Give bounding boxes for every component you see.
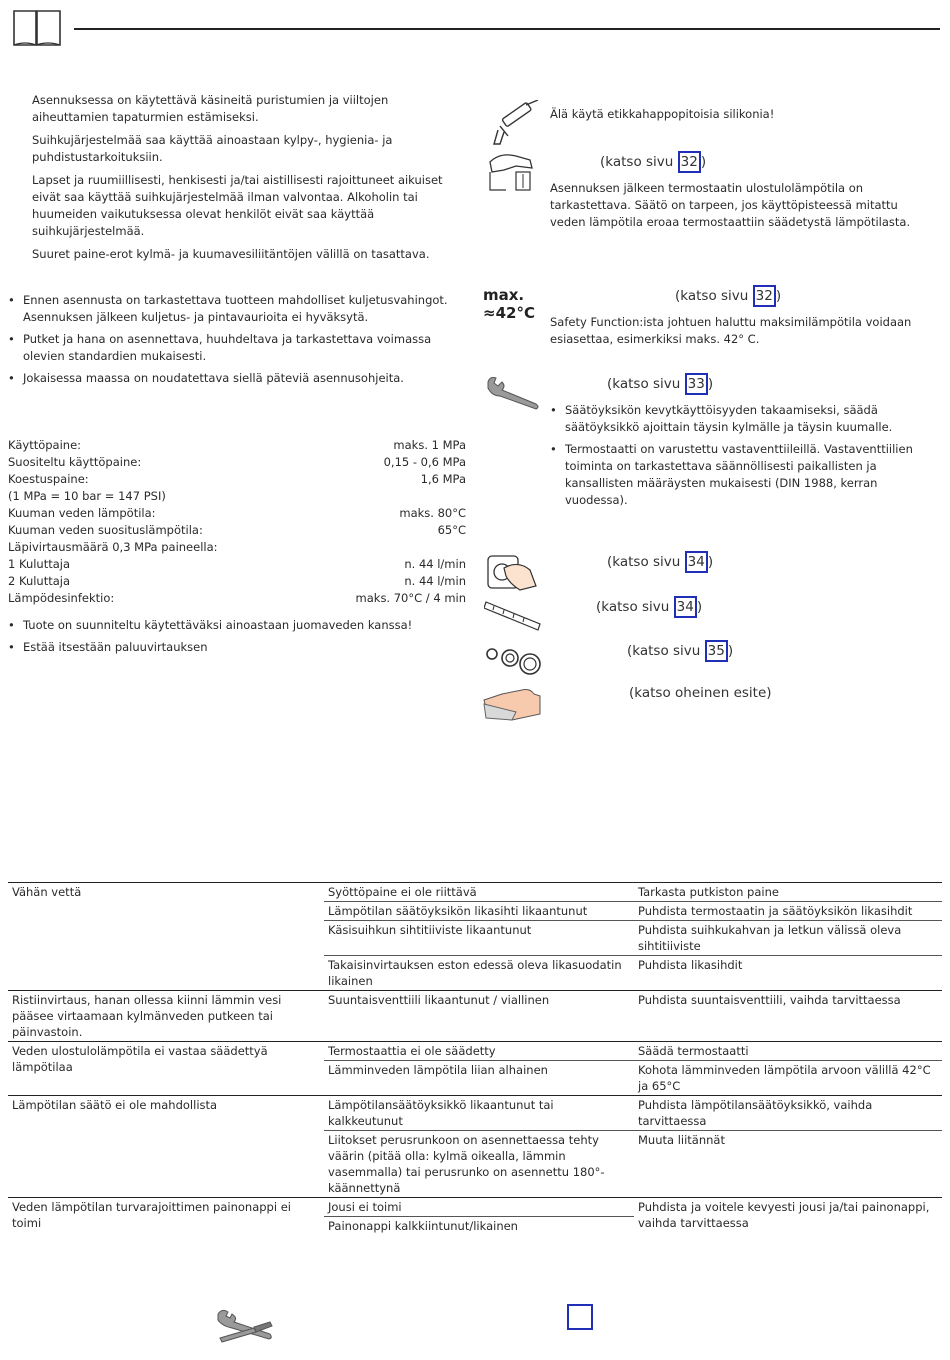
spec-label: 2 Kuluttaja xyxy=(8,574,71,588)
problem-cell: Ristiinvirtaus, hanan ollessa kiinni lämmin vesi pääsee virtaamaan kylmänveden putkeen tai päinvastoin. xyxy=(8,991,324,1042)
see-suffix: ) xyxy=(696,599,703,615)
fix-cell: Puhdista ja voitele kevyesti jousi ja/tai painonappi, vaihda tarvittaessa xyxy=(634,1198,942,1236)
service-notes xyxy=(550,402,940,514)
page-link-32[interactable]: 32 xyxy=(753,285,776,307)
fix-cell: Tarkasta putkiston paine xyxy=(634,883,942,902)
see-prefix: (katso sivu xyxy=(600,154,678,170)
max-temp: ≈42°C xyxy=(483,304,535,322)
spec-label: Kuuman veden lämpötila: xyxy=(8,506,156,520)
silicone-gun-icon xyxy=(488,100,540,148)
spec-row xyxy=(8,573,466,590)
install-notes xyxy=(8,292,466,392)
see-suffix: ) xyxy=(775,288,782,304)
problem-cell: Veden lämpötilan turvarajoittimen painonappi ei toimi xyxy=(8,1198,324,1236)
see-page-reference xyxy=(600,151,706,173)
spec-row xyxy=(8,505,466,522)
cause-cell: Takaisinvirtauksen eston edessä oleva likasuodatin likainen xyxy=(324,956,634,991)
cause-cell: Lämpötilan säätöyksikön likasihti likaantunut xyxy=(324,902,634,921)
see-page-reference xyxy=(596,596,702,618)
table-row xyxy=(8,1198,942,1217)
intro-paragraph: Suuret paine-erot kylmä- ja kuumavesiliitäntöjen välillä on tasattava. xyxy=(32,247,430,261)
thermometer-check-icon xyxy=(486,150,538,194)
spec-value: n. 44 l/min xyxy=(404,557,466,571)
safety-function-text: Safety Function:ista johtuen haluttu maksimilämpötila voidaan esiasettaa, esimerkiksi maks. 42° C. xyxy=(550,315,912,346)
spec-row xyxy=(8,488,466,505)
spec-value: 0,15 - 0,6 MPa xyxy=(383,455,466,469)
fix-cell: Kohota lämminveden lämpötila arvoon välillä 42°C ja 65°C xyxy=(634,1061,942,1096)
max-temp-label xyxy=(483,287,545,323)
see-suffix: ) xyxy=(727,643,734,659)
intro-paragraph: Suihkujärjestelmää saa käyttää ainoastaan kylpy-, hygienia- ja puhdistustarkoituksiin. xyxy=(32,133,393,164)
see-prefix: (katso sivu xyxy=(627,643,705,659)
see-prefix: (katso sivu xyxy=(607,554,685,570)
see-page-reference xyxy=(607,551,713,573)
list-item: • Tuote on suunniteltu käytettäväksi ainoastaan juomaveden kanssa! xyxy=(8,617,466,634)
spare-parts-icon xyxy=(484,640,542,680)
silicone-warning: Älä käytä etikkahappopitoisia silikonia! xyxy=(550,107,775,121)
fix-cell: Puhdista lämpötilansäätöyksikkö, vaihda tarvittaessa xyxy=(634,1096,942,1131)
page-link-34[interactable]: 34 xyxy=(685,551,708,573)
spec-label: 1 Kuluttaja xyxy=(8,557,71,571)
list-item: • Jokaisessa maassa on noudatettava siellä päteviä asennusohjeita. xyxy=(8,370,466,387)
fix-cell: Säädä termostaatti xyxy=(634,1042,942,1061)
spec-notes xyxy=(8,617,466,661)
page-link-34[interactable]: 34 xyxy=(674,596,697,618)
see-page-reference xyxy=(675,285,781,307)
cleaning-hand-icon xyxy=(482,684,542,722)
see-suffix: ) xyxy=(707,554,714,570)
problem-cell: Vähän vettä xyxy=(8,883,324,991)
table-row xyxy=(8,1042,942,1061)
spec-value: 65°C xyxy=(437,523,466,537)
cause-cell: Lämpötilansäätöyksikkö likaantunut tai kalkkeutunut xyxy=(324,1096,634,1131)
troubleshooting-table xyxy=(8,882,942,1235)
leaflet-reference: (katso oheinen esite) xyxy=(629,685,772,701)
spec-label: Kuuman veden suosituslämpötila: xyxy=(8,523,203,537)
problem-cell: Veden ulostulolämpötila ei vastaa säädettyä lämpötilaa xyxy=(8,1042,324,1096)
spec-row xyxy=(8,471,466,488)
spec-row xyxy=(8,437,466,454)
see-prefix: (katso sivu xyxy=(596,599,674,615)
list-item: • Termostaatti on varustettu vastaventtiileillä. Vastaventtiilien toiminta on tarkastettava säännöllisesti paikallisten ja kansallisten määräysten mukaisesti (DIN 1988, kerran vuodessa). xyxy=(550,441,940,509)
fix-cell: Puhdista likasihdit xyxy=(634,956,942,991)
intro-paragraph: Lapset ja ruumiillisesti, henkisesti ja/tai aistillisesti rajoittuneet aikuiset eivät saa käyttää suihkujärjestelmää ilman valvontaa. Alkoholin tai huumeiden vaikutuksessa olevat henkilöt eivät saa käyttää suihkujärjestelmää. xyxy=(32,173,443,238)
max-label: max. xyxy=(483,286,525,304)
see-page-reference xyxy=(607,373,713,395)
fix-cell: Puhdista suuntaisventtiili, vaihda tarvittaessa xyxy=(634,991,942,1042)
fix-cell: Puhdista suihkukahvan ja letkun välissä oleva sihtitiiviste xyxy=(634,921,942,956)
spec-label: Käyttöpaine: xyxy=(8,438,82,452)
see-suffix: ) xyxy=(707,376,714,392)
spec-label: Lämpödesinfektio: xyxy=(8,591,115,605)
table-row xyxy=(8,991,942,1042)
intro-paragraph: Asennuksessa on käytettävä käsineitä puristumien ja viiltojen aiheuttamien tapaturmien estämiseksi. xyxy=(32,93,389,124)
tools-icon xyxy=(214,1308,274,1348)
cause-cell: Jousi ei toimi xyxy=(324,1198,634,1217)
see-prefix: (katso sivu xyxy=(675,288,753,304)
page-link-32[interactable]: 32 xyxy=(678,151,701,173)
thermostat-adjust-icon xyxy=(484,550,540,594)
page-link-35[interactable]: 35 xyxy=(705,640,728,662)
list-item: • Ennen asennusta on tarkastettava tuotteen mahdolliset kuljetusvahingot. Asennuksen jälkeen kuljetus- ja pintavaurioita ei hyväksytä. xyxy=(8,292,466,326)
list-item: • Säätöyksikön kevytkäyttöisyyden takaamiseksi, säädä säätöyksikkö ajoittain täysin kylmälle ja täysin kuumalle. xyxy=(550,402,940,436)
see-suffix: ) xyxy=(700,154,707,170)
table-row xyxy=(8,883,942,902)
table-row xyxy=(8,1096,942,1131)
book-icon xyxy=(12,7,62,47)
spec-value: maks. 70°C / 4 min xyxy=(355,591,466,605)
spec-value: 1,6 MPa xyxy=(420,472,466,486)
list-item: • Estää itsestään paluuvirtauksen xyxy=(8,639,466,656)
see-page-reference xyxy=(627,640,733,662)
see-prefix: (katso sivu xyxy=(607,376,685,392)
safety-intro xyxy=(32,92,462,263)
spec-value: n. 44 l/min xyxy=(404,574,466,588)
fix-cell: Muuta liitännät xyxy=(634,1131,942,1198)
cause-cell: Lämminveden lämpötila liian alhainen xyxy=(324,1061,634,1096)
page-link-33[interactable]: 33 xyxy=(685,373,708,395)
cause-cell: Suuntaisventtiili likaantunut / viallinen xyxy=(324,991,634,1042)
cause-cell: Syöttöpaine ei ole riittävä xyxy=(324,883,634,902)
cause-cell: Painonappi kalkkiintunut/likainen xyxy=(324,1217,634,1236)
spec-list xyxy=(8,437,466,607)
spec-label: Koestuspaine: xyxy=(8,472,89,486)
spec-value: maks. 80°C xyxy=(399,506,466,520)
template-scale-icon xyxy=(484,598,542,634)
fix-cell: Puhdista termostaatin ja säätöyksikön likasihdit xyxy=(634,902,942,921)
wrench-icon xyxy=(484,374,542,410)
spec-row xyxy=(8,454,466,471)
spec-row xyxy=(8,590,466,607)
list-item: • Putket ja hana on asennettava, huuhdeltava ja tarkastettava voimassa olevien standardien mukaisesti. xyxy=(8,331,466,365)
problem-cell: Lämpötilan säätö ei ole mahdollista xyxy=(8,1096,324,1198)
spec-label: Läpivirtausmäärä 0,3 MPa paineella: xyxy=(8,540,218,554)
spec-label: Suositeltu käyttöpaine: xyxy=(8,455,142,469)
cause-cell: Käsisuihkun sihtitiiviste likaantunut xyxy=(324,921,634,956)
spec-value: maks. 1 MPa xyxy=(393,438,466,452)
page-number-box xyxy=(567,1304,593,1330)
spec-row xyxy=(8,556,466,573)
cause-cell: Termostaattia ei ole säädetty xyxy=(324,1042,634,1061)
spec-label: (1 MPa = 10 bar = 147 PSI) xyxy=(8,489,166,503)
header-rule xyxy=(74,28,940,30)
cause-cell: Liitokset perusrunkoon on asennettaessa tehty väärin (pitää olla: kylmä oikealla, lämmin vasemmalla) tai perusrunko on asennettu 180°-käännettynä xyxy=(324,1131,634,1198)
spec-row xyxy=(8,522,466,539)
outlet-temp-text: Asennuksen jälkeen termostaatin ulostulolämpötila on tarkastettava. Säätö on tarpeen, jos käyttöpisteessä mitattu veden lämpötila eroaa termostaattiin säädetystä lämpötilasta. xyxy=(550,181,911,229)
spec-row xyxy=(8,539,466,556)
